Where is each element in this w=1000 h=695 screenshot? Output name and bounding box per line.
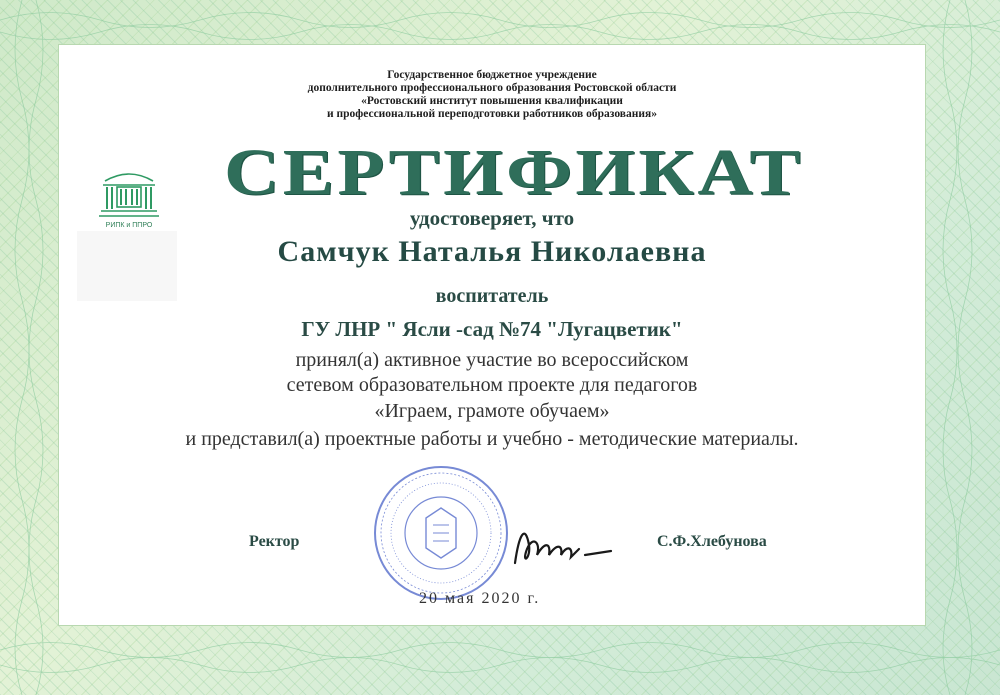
issuer-line: дополнительного профессионального образования Ростовской области (307, 82, 677, 94)
issuer-line: и профессиональной переподготовки работников образования» (327, 108, 657, 120)
certificate-title: СЕРТИФИКАТ (224, 136, 804, 209)
certifies-text: удостоверяет, что (409, 206, 575, 230)
signer-name: С.Ф.Хлебунова (657, 533, 767, 550)
body-line: и представил(а) проектные работы и учебно - методические материалы. (185, 428, 799, 450)
rector-signature (507, 515, 617, 575)
issuer-block (59, 69, 925, 121)
logo-caption: РИПК и ППРО (105, 222, 153, 229)
recipient-organization: ГУ ЛНР " Ясли -сад №74 "Лугацветик" (301, 317, 683, 341)
body-line: сетевом образовательном проекте для педагогов (286, 374, 698, 396)
issuer-line: Государственное бюджетное учреждение (387, 69, 597, 81)
official-stamp (371, 463, 511, 603)
signature-role: Ректор (249, 533, 300, 550)
issuer-line: «Ростовский институт повышения квалификации (361, 95, 623, 107)
body-line: принял(а) активное участие во всероссийском (295, 349, 689, 371)
issue-date: 20 мая 2020 г. (419, 590, 541, 607)
certificate-body (58, 44, 926, 626)
recipient-position: воспитатель (435, 285, 549, 307)
recipient-name: Самчук Наталья Николаевна (277, 235, 707, 268)
body-line: «Играем, грамоте обучаем» (374, 400, 610, 422)
